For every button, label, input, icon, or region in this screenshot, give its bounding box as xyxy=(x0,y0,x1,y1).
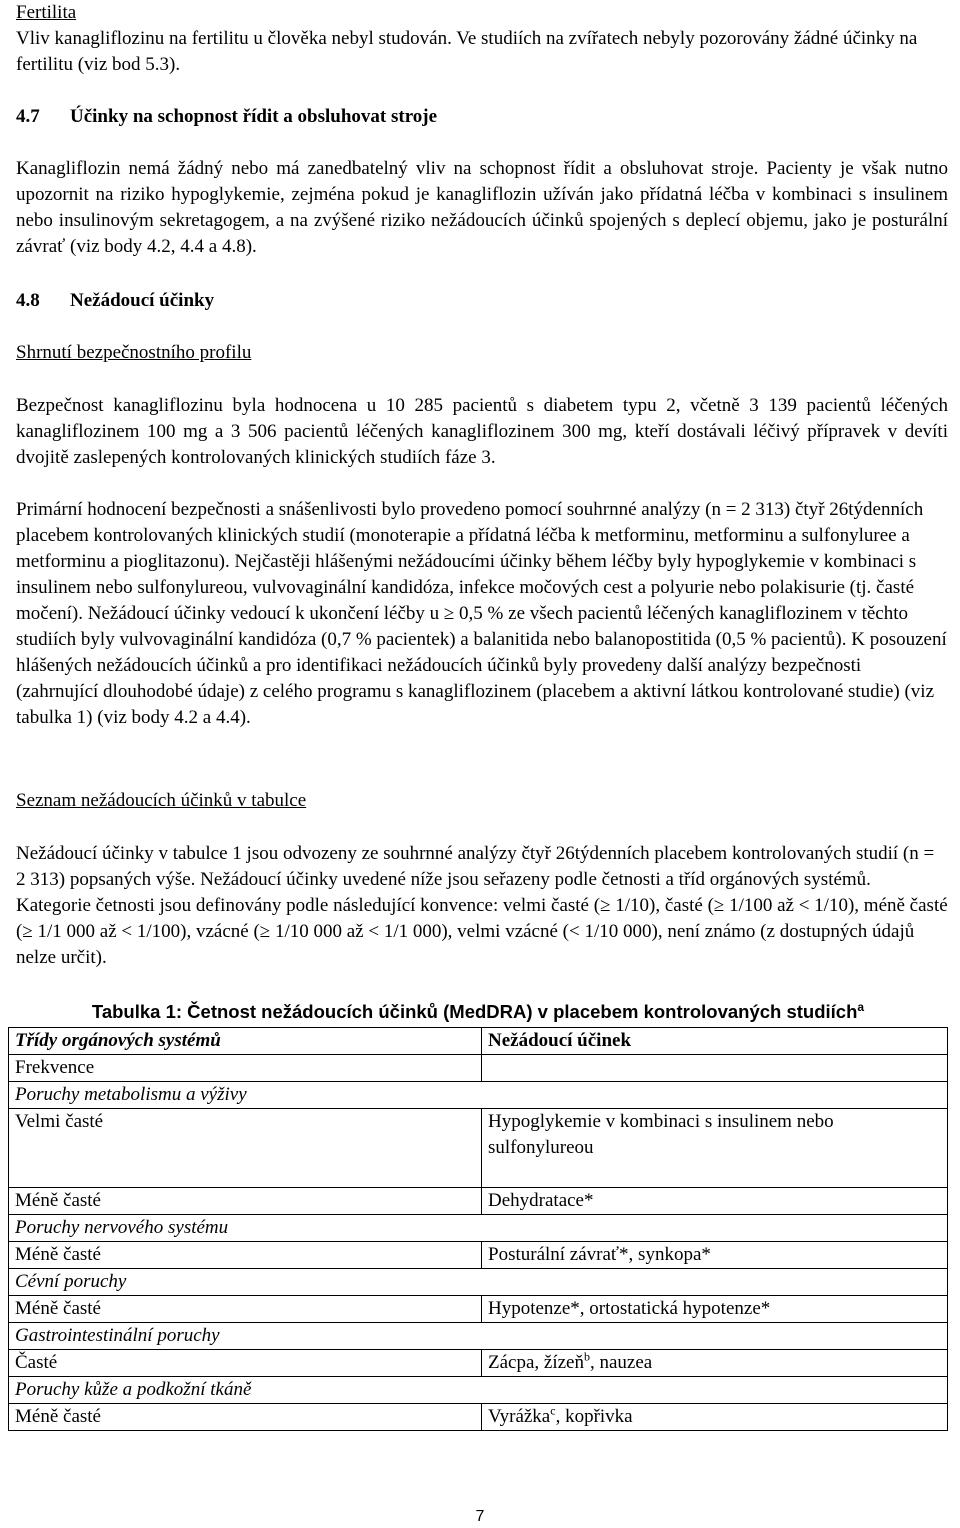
table xyxy=(8,1027,948,1431)
table-subheader-row xyxy=(9,1055,948,1082)
frequency-cell: Velmi časté xyxy=(9,1109,482,1188)
section-number: 4.7 xyxy=(16,106,40,127)
section-4-7-heading xyxy=(16,104,437,130)
adverse-effects-table xyxy=(8,997,948,1431)
soc-label: Poruchy kůže a podkožní tkáně xyxy=(9,1377,948,1404)
fertility-block xyxy=(16,0,948,78)
table-intro-paragraph: Nežádoucí účinky v tabulce 1 jsou odvozeny ze souhrnné analýzy čtyř 26týdenních placebem kontrolovaných studií (n = 2 313) popsaných výše. Nežádoucí účinky uvedené níže jsou seřazeny podle četnosti a tříd orgánových systémů. Kategorie četnosti jsou definovány podle následující konvence: velmi časté (≥ 1/10), časté (≥ 1/100 až < 1/10), méně časté (≥ 1/1 000 až < 1/100), vzácné (≥ 1/10 000 až < 1/1 000), velmi vzácné (< 1/10 000), není známo (z dostupných údajů nelze určit). xyxy=(16,843,948,968)
frequency-cell: Méně časté xyxy=(9,1188,482,1215)
table-row xyxy=(9,1188,948,1215)
table-row xyxy=(9,1242,948,1269)
section-4-7-text: Kanagliflozin nemá žádný nebo má zanedbatelný vliv na schopnost řídit a obsluhovat stroje. Pacienty je však nutno upozornit na riziko hypoglykemie, zejména pokud je kanagliflozin užíván jako přídatná léčba v kombinaci s insulinem nebo insulinovým sekretagogem, a na zvýšené riziko nežádoucích účinků spojených s deplecí objemu, jako je posturální závrať (viz body 4.2, 4.4 a 4.8). xyxy=(16,158,948,257)
frequency-cell: Méně časté xyxy=(9,1242,482,1269)
soc-row xyxy=(9,1377,948,1404)
summary-paragraph-1: Bezpečnost kanagliflozinu byla hodnocena u 10 285 pacientů s diabetem typu 2, včetně 3 139 pacientů léčených kanagliflozinem 100 mg a 3 506 pacientů léčených kanagliflozinem 300 mg, kteří dostávali léčivý přípravek v devíti dvojitě zaslepených kontrolovaných klinických studiích fáze 3. xyxy=(16,395,948,468)
effect-text: Zácpa, žízeň xyxy=(488,1352,584,1373)
section-number: 4.8 xyxy=(16,290,40,311)
frequency-cell: Méně časté xyxy=(9,1296,482,1323)
fertility-heading: Fertilita xyxy=(16,2,77,23)
footnote-mark: c xyxy=(550,1403,556,1418)
effect-cell xyxy=(482,1350,948,1377)
page-number: 7 xyxy=(475,1508,485,1525)
effect-text: , kopřivka xyxy=(555,1406,633,1427)
header-effect: Nežádoucí účinek xyxy=(482,1028,948,1055)
effect-text: Vyrážka xyxy=(488,1406,551,1427)
effect-cell: Posturální závrať*, synkopa* xyxy=(482,1242,948,1269)
section-4-8-heading xyxy=(16,288,214,314)
effect-cell xyxy=(482,1404,948,1431)
header-soc: Třídy orgánových systémů xyxy=(9,1028,482,1055)
soc-row xyxy=(9,1323,948,1350)
soc-row xyxy=(9,1215,948,1242)
section-title: Nežádoucí účinky xyxy=(70,290,215,311)
table-row xyxy=(9,1404,948,1431)
frequency-cell: Méně časté xyxy=(9,1404,482,1431)
soc-row xyxy=(9,1269,948,1296)
frequency-cell: Časté xyxy=(9,1350,482,1377)
table-header-row xyxy=(9,1028,948,1055)
soc-label: Poruchy nervového systému xyxy=(9,1215,948,1242)
summary-paragraph-2: Primární hodnocení bezpečnosti a snášenlivosti bylo provedeno pomocí souhrnné analýzy (n = 2 313) čtyř 26týdenních placebem kontrolovaných klinických studií (monoterapie a přídatná léčba k metforminu, metforminu a sulfonyluree a metforminu a pioglitazonu). Nejčastěji hlášenými nežádoucími účinky během léčby byly hypoglykemie v kombinaci s insulinem nebo sulfonylureou, vulvovaginální kandidóza, infekce močových cest a polyurie nebo polakisurie (tj. časté močení). Nežádoucí účinky vedoucí k ukončení léčby u ≥ 0,5 % ze všech pacientů léčených kanagliflozinem v těchto studiích byly vulvovaginální kandidóza (0,7 % pacientek) a balanitida nebo balanopostitida (0,5 % pacientů). K posouzení hlášených nežádoucích účinků a pro identifikaci nežádoucích účinků byly provedeny další analýzy bezpečnosti (zahrnující dlouhodobé údaje) z celého programu s kanagliflozinem (placebem a aktivní látkou kontrolované studie) (viz tabulka 1) (viz body 4.2 a 4.4). xyxy=(16,499,947,728)
effect-cell: Hypotenze*, ortostatická hypotenze* xyxy=(482,1296,948,1323)
summary-heading: Shrnutí bezpečnostního profilu xyxy=(16,342,252,363)
effect-cell: Hypoglykemie v kombinaci s insulinem nebo sulfonylureou xyxy=(482,1109,948,1188)
table-caption-text: Tabulka 1: Četnost nežádoucích účinků (MedDRA) v placebem kontrolovaných studiích xyxy=(91,1001,858,1022)
table-row xyxy=(9,1296,948,1323)
soc-label: Cévní poruchy xyxy=(9,1269,948,1296)
effect-cell: Dehydratace* xyxy=(482,1188,948,1215)
section-title: Účinky na schopnost řídit a obsluhovat stroje xyxy=(70,106,438,127)
caption-footnote-mark: a xyxy=(857,999,865,1014)
header-frequency: Frekvence xyxy=(9,1055,482,1082)
soc-label: Gastrointestinální poruchy xyxy=(9,1323,948,1350)
effect-text: , nauzea xyxy=(589,1352,653,1373)
footnote-mark: b xyxy=(583,1349,590,1364)
soc-label: Poruchy metabolismu a výživy xyxy=(9,1082,948,1109)
table-caption xyxy=(8,997,948,1027)
soc-row xyxy=(9,1082,948,1109)
table-list-heading: Seznam nežádoucích účinků v tabulce xyxy=(16,790,307,811)
table-row xyxy=(9,1109,948,1188)
fertility-text: Vliv kanagliflozinu na fertilitu u člověka nebyl studován. Ve studiích na zvířatech nebyly pozorovány žádné účinky na fertilitu (viz bod 5.3). xyxy=(16,28,918,75)
table-row xyxy=(9,1350,948,1377)
empty-cell xyxy=(482,1055,948,1082)
